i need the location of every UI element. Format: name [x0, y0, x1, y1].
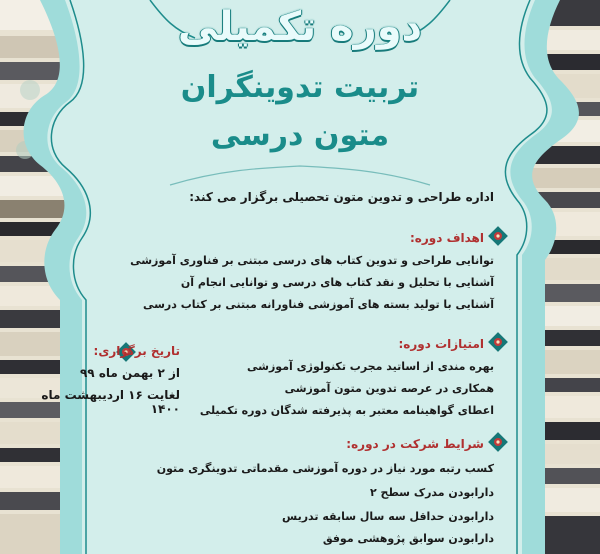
course-subtitle-line2: متون درسی — [210, 118, 390, 153]
goals-item: آشنایی با تولید بسته های آموزشی فناورانه مبتنی بر کتاب درسی — [142, 298, 494, 311]
ornament-tile-icon — [488, 332, 508, 352]
requirements-item: کسب رتبه مورد نیاز در دوره آموزشی مقدماتی تدوینگری متون — [156, 462, 494, 475]
schedule-label: تاریخ برگزاری: — [93, 344, 180, 358]
requirements-item: دارابودن سوابق پژوهشی موفق — [322, 532, 494, 545]
section-requirements-title: شرایط شرکت در دوره: — [346, 437, 484, 451]
requirements-item: دارابودن حداقل سه سال سابقه تدریس — [282, 510, 494, 523]
schedule-from: از ۲ بهمن ماه ۹۹ — [79, 366, 180, 380]
goals-item: آشنایی با تحلیل و نقد کتاب های درسی و توانایی انجام آن — [180, 276, 494, 289]
section-goals-title: اهداف دوره: — [409, 231, 484, 245]
section-benefits-title: امتیازات دوره: — [398, 337, 484, 351]
intro-text: اداره طراحی و تدوین متون تحصیلی برگزار می کند: — [189, 190, 494, 204]
course-subtitle-line1: تربیت تدوینگران — [180, 70, 420, 105]
ornament-tile-icon — [488, 226, 508, 246]
course-title: دوره تکمیلی — [177, 4, 423, 50]
benefits-item: بهره مندی از اساتید مجرب تکنولوژی آموزشی — [247, 360, 494, 373]
goals-item: توانایی طراحی و تدوین کتاب های درسی مبتنی بر فناوری آموزشی — [130, 254, 494, 267]
ornament-tile-icon — [488, 432, 508, 452]
benefits-item: اعطای گواهینامه معتبر به پذیرفته شدگان دوره تکمیلی — [199, 404, 494, 417]
requirements-item: دارابودن مدرک سطح ۲ — [369, 486, 494, 499]
benefits-item: همکاری در عرصه تدوین متون آموزشی — [284, 382, 494, 395]
schedule-to: لغایت ۱۶ اردیبهشت ماه ۱۴۰۰ — [41, 388, 180, 416]
